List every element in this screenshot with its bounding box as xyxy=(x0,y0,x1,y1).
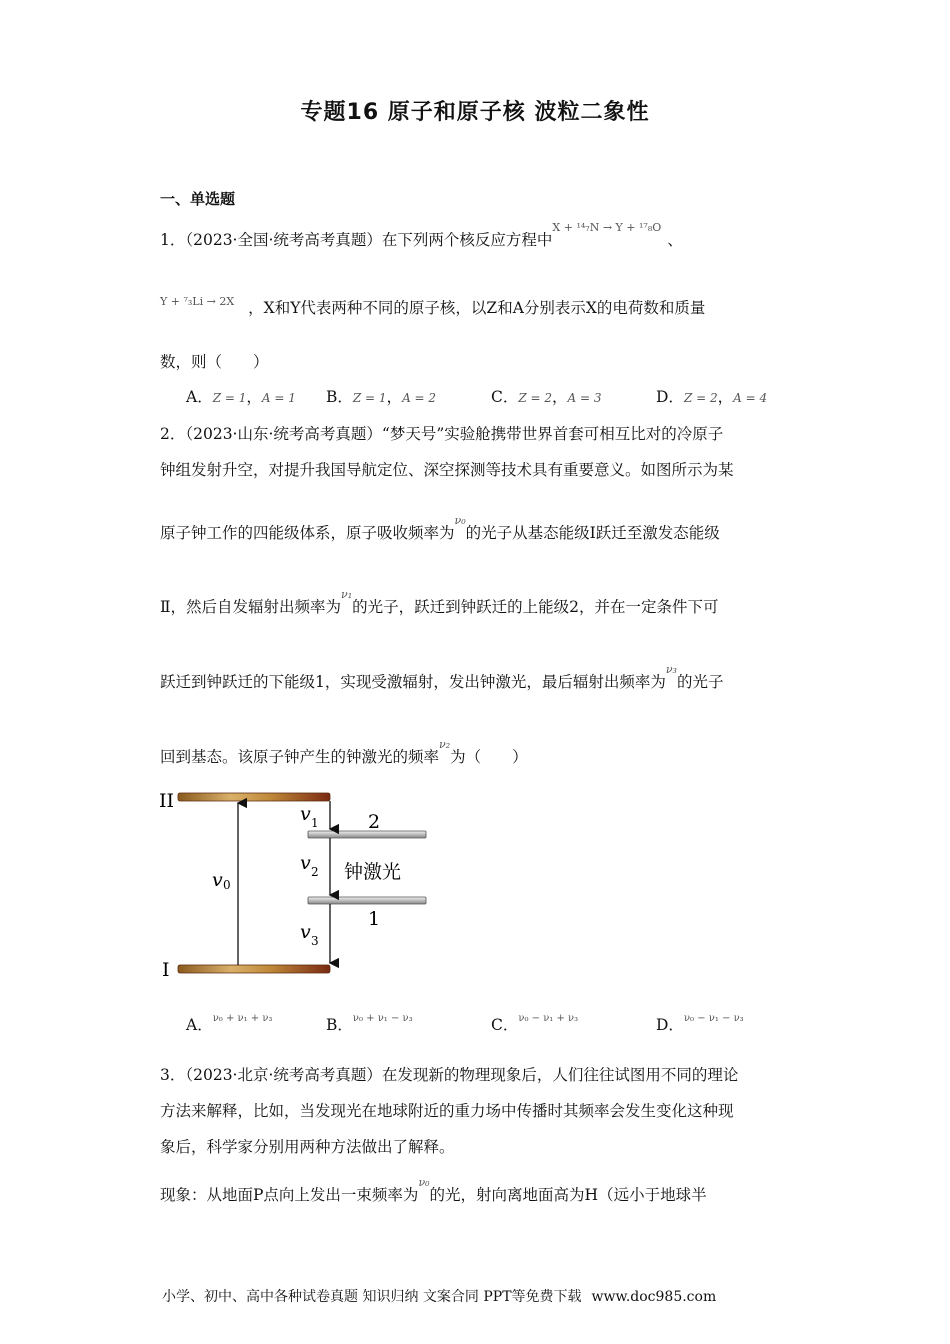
q2-text: 回到基态。该原子钟产生的钟激光的频率 xyxy=(160,748,440,766)
q2-option-b[interactable] xyxy=(326,1013,413,1035)
section-heading: 一、单选题 xyxy=(160,190,236,208)
level-I-label: I xyxy=(162,959,170,981)
option-label: A． xyxy=(186,388,213,406)
option-expr: ν₀ − ν₁ + ν₃ xyxy=(518,1013,579,1024)
q2-text: 为（ ） xyxy=(450,748,528,766)
option-expr: ν₀ + ν₁ + ν₃ xyxy=(212,1013,273,1024)
q3-text: 现象：从地面P点向上发出一束频率为 xyxy=(160,1186,419,1204)
nu2-label: v xyxy=(300,852,311,874)
option-z: Z = 2 xyxy=(518,391,553,405)
option-z: Z = 1 xyxy=(212,391,247,405)
level-2-bar xyxy=(308,831,426,838)
q1-option-c[interactable]: C．Z = 2，A = 3 xyxy=(491,388,602,406)
nu1-symbol: ν₁ xyxy=(341,588,353,601)
q2-option-c[interactable] xyxy=(491,1013,578,1035)
option-label: C． xyxy=(491,1016,519,1034)
option-label: B． xyxy=(326,388,353,406)
page-title: 专题16 原子和原子核 波粒二象性 xyxy=(300,100,650,125)
q2-option-d[interactable] xyxy=(656,1013,744,1035)
option-a: A = 1 xyxy=(261,391,296,405)
q1-option-a[interactable]: A．Z = 1，A = 1 xyxy=(186,388,296,406)
nu0-sub: 0 xyxy=(223,878,231,892)
nu1-sub: 1 xyxy=(311,816,319,830)
q1-line2 xyxy=(160,296,705,318)
q2-text: 的光子从基态能级Ⅰ跃迁至激发态能级 xyxy=(465,524,720,542)
option-a: A = 2 xyxy=(402,391,437,405)
q3-text: 的光，射向离地面高为H（远小于地球半 xyxy=(429,1186,707,1204)
nu0-label: v xyxy=(212,869,223,891)
q1-option-b[interactable]: B．Z = 1，A = 2 xyxy=(326,388,437,406)
option-label: B． xyxy=(326,1016,353,1034)
nu3-label: v xyxy=(300,921,311,943)
q1-text: 1．（2023·全国·统考高考真题）在下列两个核反应方程中 xyxy=(160,231,553,249)
q1-option-d[interactable]: D．Z = 2，A = 4 xyxy=(656,388,768,406)
nu1-label: v xyxy=(300,803,311,825)
q2-text: 跃迁到钟跃迁的下能级1，实现受激辐射，发出钟激光，最后辐射出频率为 xyxy=(160,673,666,691)
q2-text: 原子钟工作的四能级体系，原子吸收频率为 xyxy=(160,524,455,542)
q1-equation-1: X + ¹⁴₇N → Y + ¹⁷₈O xyxy=(552,221,662,234)
option-expr: ν₀ − ν₁ − ν₃ xyxy=(683,1013,744,1024)
option-label: C． xyxy=(491,388,519,406)
level-II-bar xyxy=(178,793,330,801)
option-label: D． xyxy=(656,1016,684,1034)
level-1-bar xyxy=(308,897,426,904)
nu2-sub: 2 xyxy=(311,865,319,879)
q1-equation-2: Y + ⁷₃Li → 2X xyxy=(160,295,235,308)
q2-text: Ⅱ，然后自发辐射出频率为 xyxy=(160,598,342,616)
q1-separator: 、 xyxy=(667,231,683,249)
option-label: D． xyxy=(656,388,684,406)
nu0-symbol: ν₀ xyxy=(418,1176,430,1189)
level-1-label: 1 xyxy=(368,908,381,930)
option-a: A = 4 xyxy=(733,391,768,405)
level-2-label: 2 xyxy=(368,811,381,833)
q2-text: 的光子 xyxy=(676,673,724,691)
option-z: Z = 2 xyxy=(683,391,718,405)
nu3-symbol: ν₃ xyxy=(665,663,677,676)
level-II-label: II xyxy=(159,790,175,812)
nu2-symbol: ν₂ xyxy=(439,738,451,751)
page-footer xyxy=(162,1286,716,1306)
q1-line3: 数，则（ ） xyxy=(160,353,269,371)
q3-line2: 方法来解释，比如，当发现光在地球附近的重力场中传播时其频率会发生变化这种现 xyxy=(160,1102,734,1120)
q2-line1: 2．（2023·山东·统考高考真题）“梦天号”实验舱携带世界首套可相互比对的冷原子 xyxy=(160,425,724,443)
option-expr: ν₀ + ν₁ − ν₃ xyxy=(352,1013,413,1024)
nu0-symbol: ν₀ xyxy=(454,514,466,527)
footer-text: 小学、初中、高中各种试卷真题 知识归纳 文案合同 PPT等免费下载 xyxy=(162,1289,582,1305)
energy-level-diagram xyxy=(158,786,438,986)
option-z: Z = 1 xyxy=(352,391,387,405)
q2-line2: 钟组发射升空，对提升我国导航定位、深空探测等技术具有重要意义。如图所示为某 xyxy=(160,461,734,479)
footer-link[interactable]: www.doc985.com xyxy=(591,1289,717,1305)
level-I-bar xyxy=(178,965,330,973)
q2-text: 的光子，跃迁到钟跃迁的上能级2，并在一定条件下可 xyxy=(352,598,719,616)
q3-line3: 象后，科学家分别用两种方法做出了解释。 xyxy=(160,1138,455,1156)
nu3-sub: 3 xyxy=(311,934,319,948)
option-label: A． xyxy=(186,1016,213,1034)
q1-text-2: ，X和Y代表两种不同的原子核，以Z和A分别表示X的电荷数和质量 xyxy=(248,299,706,317)
q2-option-a[interactable] xyxy=(186,1013,272,1035)
option-a: A = 3 xyxy=(567,391,602,405)
clock-laser-label: 钟激光 xyxy=(344,861,402,883)
q3-line1: 3．（2023·北京·统考高考真题）在发现新的物理现象后，人们往往试图用不同的理论 xyxy=(160,1066,739,1084)
